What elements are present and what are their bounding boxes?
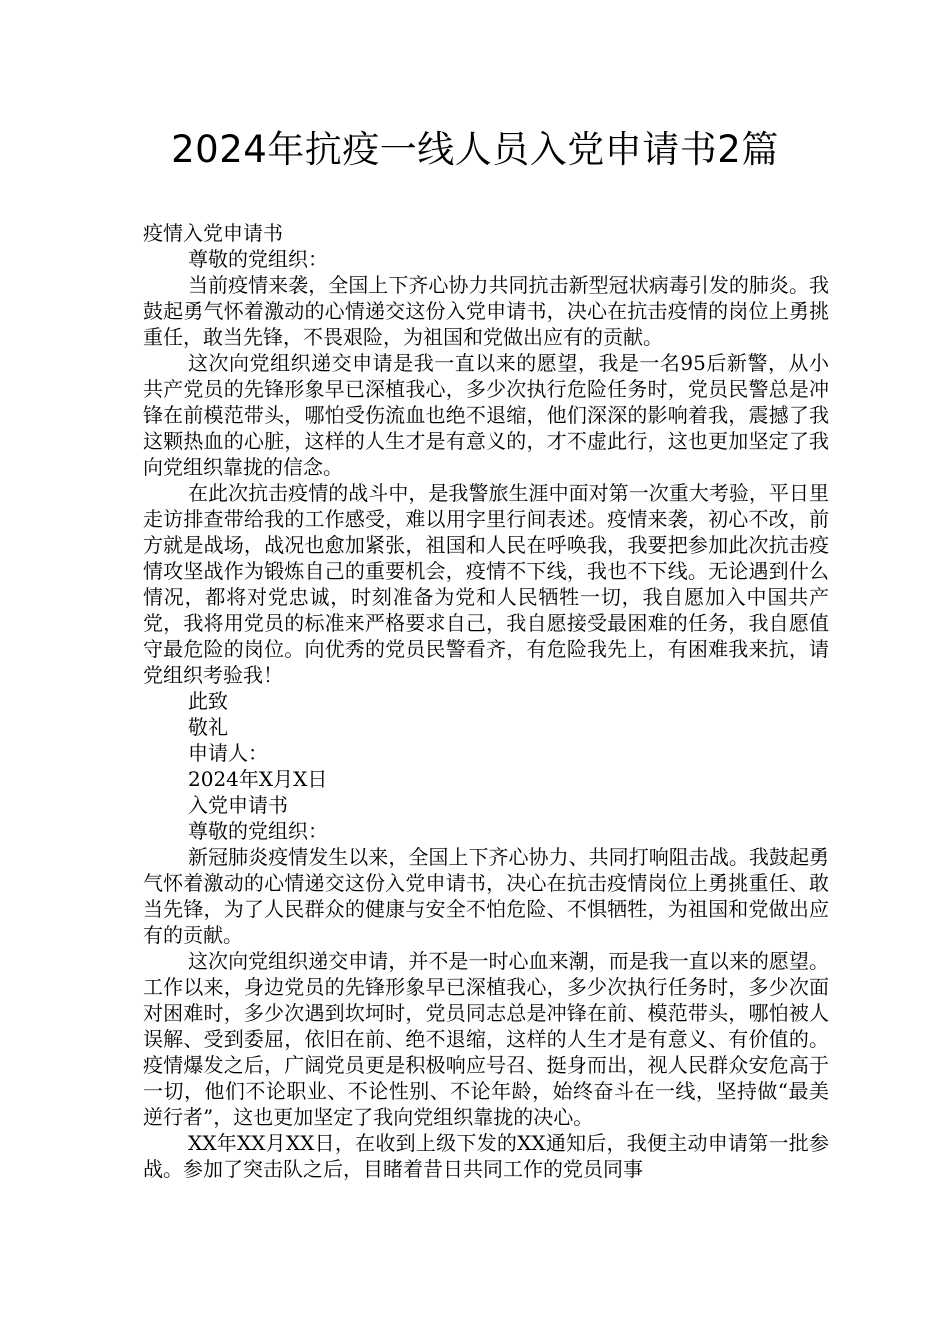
body-paragraph: 尊敬的党组织： bbox=[188, 247, 328, 271]
document-title: 2024年抗疫一线人员入党申请书2篇 bbox=[171, 128, 779, 171]
body-paragraph: 疫情入党申请书 bbox=[143, 221, 283, 245]
body-paragraph: 这次向党组织递交申请，并不是一时心血来潮，而是我一直以来的愿望。工作以来，身边党员的先锋形象早已深植我心，多少次执行任务时，多少次面对困难时，多少次遇到坎坷时，党员同志总是冲锋在前、模范带头，哪怕被人误解、受到委屈，依旧在前、绝不退缩，这样的人生才是有意义、有价值的。疫情爆发之后，广阔党员更是积极响应号召、挺身而出，视人民群众安危高于一切，他们不论职业、不论性别、不论年龄，始终奋斗在一线，坚持做“最美逆行者”，这也更加坚定了我向党组织靠拢的决心。 bbox=[143, 949, 829, 1129]
document-body bbox=[143, 220, 829, 1182]
body-paragraph: XX年XX月XX日，在收到上级下发的XX通知后，我便主动申请第一批参战。参加了突击队之后，目睹着昔日共同工作的党员同事 bbox=[143, 1131, 829, 1181]
body-paragraph: 这次向党组织递交申请是我一直以来的愿望，我是一名95后新警，从小共产党员的先锋形象早已深植我心，多少次执行危险任务时，党员民警总是冲锋在前模范带头，哪怕受伤流血也绝不退缩，他们深深的影响着我，震撼了我这颗热血的心脏，这样的人生才是有意义的，才不虚此行，这也更加坚定了我向党组织靠拢的信念。 bbox=[143, 351, 829, 479]
body-paragraph: 当前疫情来袭，全国上下齐心协力共同抗击新型冠状病毒引发的肺炎。我鼓起勇气怀着激动的心情递交这份入党申请书，决心在抗击疫情的岗位上勇挑重任，敢当先锋，不畏艰险，为祖国和党做出应有的贡献。 bbox=[143, 273, 829, 349]
body-paragraph: 敬礼 bbox=[188, 715, 228, 739]
body-paragraph: 新冠肺炎疫情发生以来，全国上下齐心协力、共同打响阻击战。我鼓起勇气怀着激动的心情递交这份入党申请书，决心在抗击疫情岗位上勇挑重任、敢当先锋，为了人民群众的健康与安全不怕危险、不惧牺牲，为祖国和党做出应有的贡献。 bbox=[143, 845, 829, 947]
body-paragraph: 尊敬的党组织： bbox=[188, 819, 328, 843]
body-paragraph: 入党申请书 bbox=[188, 793, 288, 817]
body-paragraph: 申请人： bbox=[188, 741, 268, 765]
body-paragraph: 此致 bbox=[188, 689, 228, 713]
body-paragraph: 在此次抗击疫情的战斗中，是我警旅生涯中面对第一次重大考验，平日里走访排查带给我的工作感受，难以用字里行间表述。疫情来袭，初心不改，前方就是战场，战况也愈加紧张，祖国和人民在呼唤我，我要把参加此次抗击疫情攻坚战作为锻炼自己的重要机会，疫情不下线，我也不下线。无论遇到什么情况，都将对党忠诚，时刻准备为党和人民牺牲一切，我自愿加入中国共产党，我将用党员的标准来严格要求自己，我自愿接受最困难的任务，我自愿值守最危险的岗位。向优秀的党员民警看齐，有危险我先上，有困难我来抗，请党组织考验我！ bbox=[143, 481, 829, 687]
body-paragraph: 2024年X月X日 bbox=[188, 767, 328, 791]
